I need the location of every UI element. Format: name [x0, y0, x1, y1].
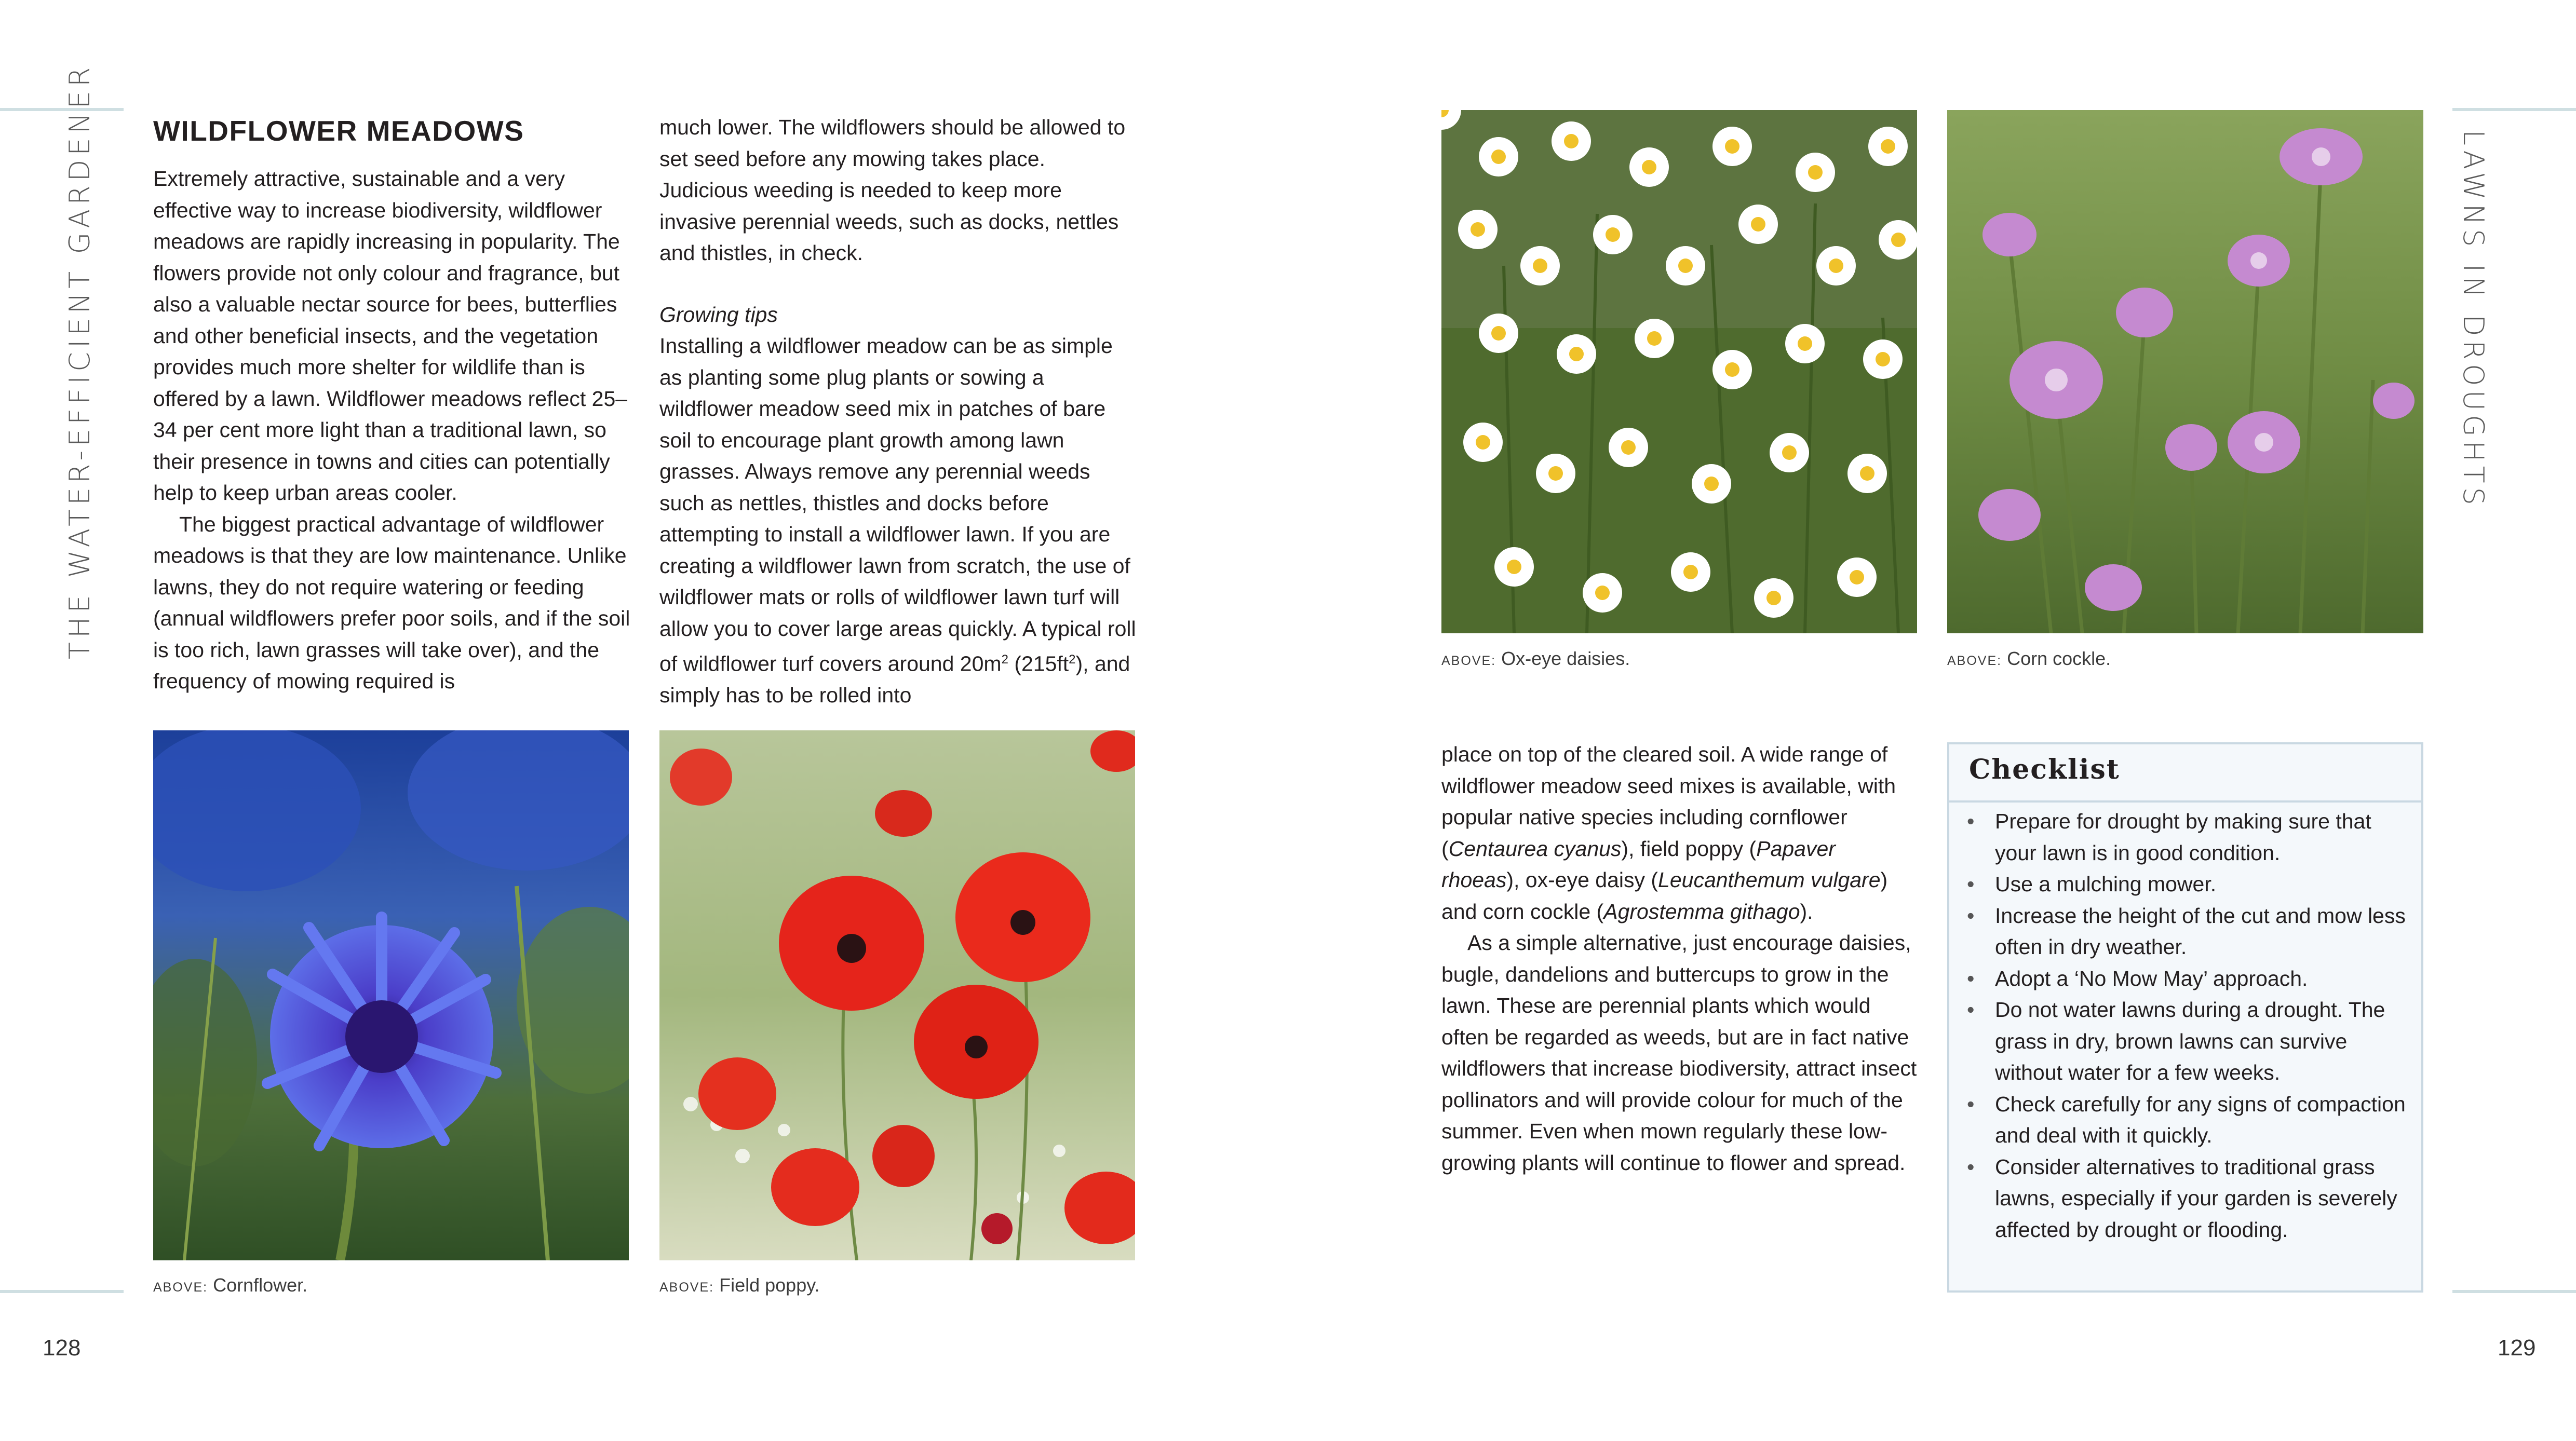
left-page-number: 128: [43, 1335, 81, 1361]
ox-eye-daisies-photo: [1441, 110, 1917, 633]
caption-cornflower: [153, 1274, 307, 1296]
left-column-2: [659, 112, 1137, 711]
checklist-item: • Adopt a ‘No Mow May’ approach.: [1964, 963, 2410, 995]
left-column-1: [153, 110, 631, 697]
checklist-title: Checklist: [1969, 754, 2120, 785]
caption-text: Cornflower.: [213, 1274, 308, 1296]
checklist-item: • Increase the height of the cut and mow less often in dry weather.: [1964, 900, 2410, 963]
text-run: (215ft: [1008, 651, 1069, 676]
species-name: Agrostemma githago: [1603, 899, 1800, 923]
paragraph: much lower. The wildflowers should be allowed to set seed before any mowing takes place. Judicious weeding is needed to keep more invasive perennial weeds, such as docks, nettles and thistles, in check.: [659, 115, 1126, 265]
text-run: Installing a wildflower meadow can be as simple as planting some plug plants or sowing a wildflower meadow seed mix in patches of bare soil to encourage plant growth among lawn grasses. Always remove any perennial weeds such as nettles, thistles and docks before attempting to install a wildflower lawn. If you are creating a wildflower lawn from scratch, the use of wildflower mats or rolls of wildflower lawn turf will allow you to cover large areas quickly. A typical roll of wildflower turf covers around 20m: [659, 334, 1136, 676]
caption-corn-cockle: [1947, 648, 2111, 670]
text-run: ), ox-eye daisy (: [1506, 868, 1658, 892]
superscript: 2: [1001, 652, 1008, 667]
checklist-item: • Do not water lawns during a drought. The grass in dry, brown lawns can survive without water for a few weeks.: [1964, 994, 2410, 1089]
paragraph: [659, 330, 1137, 711]
right-page-number: 129: [2498, 1335, 2536, 1361]
cornflower-photo: [153, 730, 629, 1260]
text-run: ), field poppy (: [1621, 836, 1757, 861]
corn-cockle-photo: [1947, 110, 2423, 633]
caption-field-poppy: [659, 1274, 820, 1296]
text-run: ).: [1800, 899, 1813, 923]
top-right-rule: [2452, 108, 2576, 111]
checklist-divider: [1949, 800, 2421, 803]
field-poppy-photo: [659, 730, 1135, 1260]
right-running-title: LAWNS IN DROUGHTS: [2457, 130, 2490, 509]
caption-label: ABOVE:: [659, 1280, 714, 1295]
checklist-items: [1964, 806, 2410, 1245]
bottom-left-rule: [0, 1290, 124, 1293]
section-heading: WILDFLOWER MEADOWS: [153, 115, 524, 147]
checklist-item: • Check carefully for any signs of compaction and deal with it quickly.: [1964, 1089, 2410, 1151]
right-column: [1441, 739, 1919, 1178]
text-run: ), and simply has to be rolled into: [659, 651, 1130, 708]
checklist-box: [1947, 742, 2423, 1293]
bottom-right-rule: [2452, 1290, 2576, 1293]
left-running-title: THE WATER-EFFICIENT GARDENER: [63, 63, 96, 659]
superscript: 2: [1069, 652, 1076, 667]
species-name: Leucanthemum vulgare: [1658, 868, 1881, 892]
caption-label: ABOVE:: [1441, 654, 1496, 668]
caption-text: Ox-eye daisies.: [1501, 648, 1630, 669]
caption-text: Corn cockle.: [2007, 648, 2111, 669]
text-run: place on top of the cleared soil. A wide range of wildflower meadow seed mixes is available, with popular native species including cornflower (: [1441, 742, 1896, 861]
paragraph: As a simple alternative, just encourage daisies, bugle, dandelions and buttercups to grow in the lawn. These are perennial plants which would often be regarded as weeds, but are in fact native wildflowers that increase biodiversity, attract insect pollinators and will provide colour for much of the summer. Even when mown regularly these low-growing plants will continue to flower and spread.: [1441, 931, 1917, 1175]
caption-label: ABOVE:: [153, 1280, 208, 1295]
caption-ox-eye-daisies: [1441, 648, 1630, 670]
paragraph: The biggest practical advantage of wildflower meadows is that they are low maintenance. Unlike lawns, they do not require watering or feeding (annual wildflowers prefer poor soils, and if the soil is too rich, lawn grasses will take over), and the frequency of mowing required is: [153, 512, 630, 693]
top-left-rule: [0, 108, 124, 111]
subheading-growing-tips: Growing tips: [659, 302, 778, 327]
checklist-item: • Use a mulching mower.: [1964, 868, 2410, 900]
checklist-item: • Prepare for drought by making sure that your lawn is in good condition.: [1964, 806, 2410, 868]
checklist-item: • Consider alternatives to traditional grass lawns, especially if your garden is severely affected by drought or flooding.: [1964, 1151, 2410, 1246]
species-name: Centaurea cyanus: [1448, 836, 1622, 861]
text-run: ) and corn cockle (: [1441, 868, 1888, 923]
paragraph: Extremely attractive, sustainable and a very effective way to increase biodiversity, wildflower meadows are rapidly increasing in popularity. The flowers provide not only colour and fragrance, but also a valuable nectar source for bees, butterflies and other beneficial insects, and the vegetation provides much more shelter for wildlife than is offered by a lawn. Wildflower meadows reflect 25–34 per cent more light than a traditional lawn, so their presence in towns and cities can potentially help to keep urban areas cooler.: [153, 167, 628, 505]
caption-text: Field poppy.: [719, 1274, 820, 1296]
species-name: Papaver rhoeas: [1441, 836, 1836, 892]
paragraph: [1441, 739, 1919, 927]
caption-label: ABOVE:: [1947, 654, 2002, 668]
